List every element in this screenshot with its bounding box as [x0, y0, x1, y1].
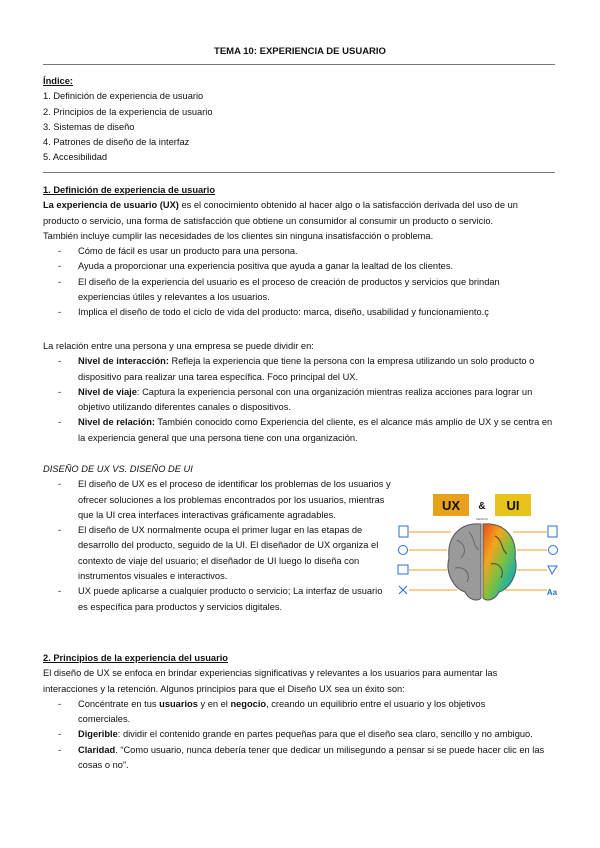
list-item — [43, 743, 555, 774]
text: También conocido como Experiencia del cliente, es el alcance más amplio de UX y se centra en la experiencia general que una persona tiene con una organización. — [78, 417, 553, 443]
ux-ui-brain-illustration — [395, 488, 561, 616]
bold-term: La experiencia de usuario (UX) — [43, 200, 179, 211]
list-item — [43, 415, 555, 446]
subheading: DISEÑO DE UX VS. DISEÑO DE UI — [43, 464, 193, 474]
bold-term: Nivel de interacción: — [78, 356, 169, 367]
index-item: 3. Sistemas de diseño — [43, 121, 135, 132]
bullet-list — [43, 697, 555, 773]
brain-left-hemisphere — [448, 524, 481, 600]
paragraph-line: interacciones y la retención. Algunos principios para que el Diseño UX sea un éxito son: — [43, 683, 405, 694]
list-item: - Ayuda a proporcionar una experiencia positiva que ayuda a ganar la lealtad de los clientes. — [43, 259, 555, 274]
monitor-icon — [398, 565, 408, 574]
divider — [43, 64, 555, 65]
list-item — [43, 385, 555, 416]
bold-term: Digerible — [78, 729, 118, 740]
bullet-list — [43, 477, 393, 615]
paragraph-line — [43, 198, 555, 213]
text: y en el — [197, 698, 231, 709]
list-item — [43, 697, 555, 728]
paragraph-line: producto o servicio, una forma de satisfacción que obtiene un consumidor al consumir un producto o servicio. — [43, 215, 494, 226]
section-heading: 1. Definición de experiencia de usuario — [43, 185, 216, 195]
list-item — [43, 727, 555, 742]
index-item: 4. Patrones de diseño de la interfaz — [43, 137, 190, 148]
list-item: - Implica el diseño de todo el ciclo de vida del producto: marca, diseño, usabilidad y funcionamiento.ç — [43, 305, 555, 320]
list-item: - El diseño de la experiencia del usuario es el proceso de creación de productos y servicios que brindan experiencias útiles y relevantes a los usuarios. — [43, 275, 555, 306]
palette-icon — [549, 546, 558, 555]
bold-term: Nivel de viaje — [78, 386, 137, 397]
text: : Captura la experiencia personal con una organización mientras realiza acciones para lograr un objetivo utilizando diferentes canales o dispositivos. — [78, 386, 533, 413]
text: : dividir el contenido grande en partes pequeñas para que el diseño sea claro, sencillo y no ambiguo. — [117, 729, 533, 740]
text: Refleja la experiencia que tiene la persona con la empresa utilizando un solo producto o dispositivo para realizar una tarea específica. Foco principal del UX. — [78, 356, 535, 382]
text: es el conocimiento obtenido al hacer algo o la satisfacción derivada del uso de un — [178, 200, 518, 211]
text: Concéntrate en tus — [78, 698, 160, 709]
index-item: 1. Definición de experiencia de usuario — [43, 91, 204, 102]
text: , creando un equilibrio entre el usuario y los objetivos comerciales. — [78, 698, 486, 725]
index-heading: Índice: — [43, 76, 73, 86]
divider — [43, 172, 555, 173]
paragraph-line: También incluye cumplir las necesidades de los clientes sin ninguna insatisfacción o problema. — [43, 230, 434, 241]
brain-right-hemisphere — [483, 524, 516, 600]
section-1 — [43, 183, 555, 321]
typography-icon: Aa — [546, 588, 558, 597]
list-item: - El diseño de UX es el proceso de identificar los problemas de los usuarios y ofrecer soluciones a los problemas encontrados por los usuarios, mientras que la UI crea interfaces interactivas gráficamente agradables. — [43, 477, 393, 523]
list-item — [43, 354, 555, 385]
bullet-list — [43, 354, 555, 446]
document-icon — [399, 526, 408, 537]
ux-vs-ui — [43, 462, 393, 615]
relation-levels — [43, 339, 555, 446]
list-item: - Cómo de fácil es usar un producto para una persona. — [43, 244, 555, 259]
index — [43, 74, 555, 166]
target-icon — [399, 546, 408, 555]
ux-label: UX — [441, 498, 461, 513]
section-heading: 2. Principios de la experiencia del usuario — [43, 653, 228, 663]
page-title: TEMA 10: EXPERIENCIA DE USUARIO — [214, 46, 386, 57]
bold-term: negocio — [230, 698, 267, 709]
bold-term: Nivel de relación: — [78, 417, 155, 428]
amp-label: & — [478, 501, 486, 512]
section-2 — [43, 651, 555, 773]
text: . “Como usuario, nunca debería tener que dedicar un milisegundo a pensar si se puede hacer clic en las cosas o no”. — [78, 744, 545, 771]
tools-icon — [399, 586, 407, 594]
layout-icon — [548, 526, 557, 537]
index-item: 2. Principios de la experiencia de usuario — [43, 106, 213, 117]
bullet-list — [43, 244, 555, 320]
pen-icon — [548, 566, 557, 574]
ui-label: UI — [506, 498, 520, 513]
list-item: - El diseño de UX normalmente ocupa el primer lugar en las etapas de desarrollo del producto, seguido de la UI. El diseñador de UX organiza el contexto de viaje del usuario; el diseñador de UI luego lo diseña con instrumentos visuales e interactivos. — [43, 523, 393, 584]
bold-term: Claridad — [78, 744, 116, 755]
paragraph-line: El diseño de UX se enfoca en brindar experiencias significativas y relevantes a los usuarios para aumentar las — [43, 668, 498, 679]
bold-term: usuarios — [159, 698, 198, 709]
index-item: 5. Accesibilidad — [43, 152, 108, 163]
small-caption: DESIGN — [476, 517, 488, 521]
paragraph-line: La relación entre una persona y una empresa se puede dividir en: — [43, 341, 314, 351]
list-item: - UX puede aplicarse a cualquier producto o servicio; La interfaz de usuario es específica para productos y servicios digitales. — [43, 584, 393, 615]
